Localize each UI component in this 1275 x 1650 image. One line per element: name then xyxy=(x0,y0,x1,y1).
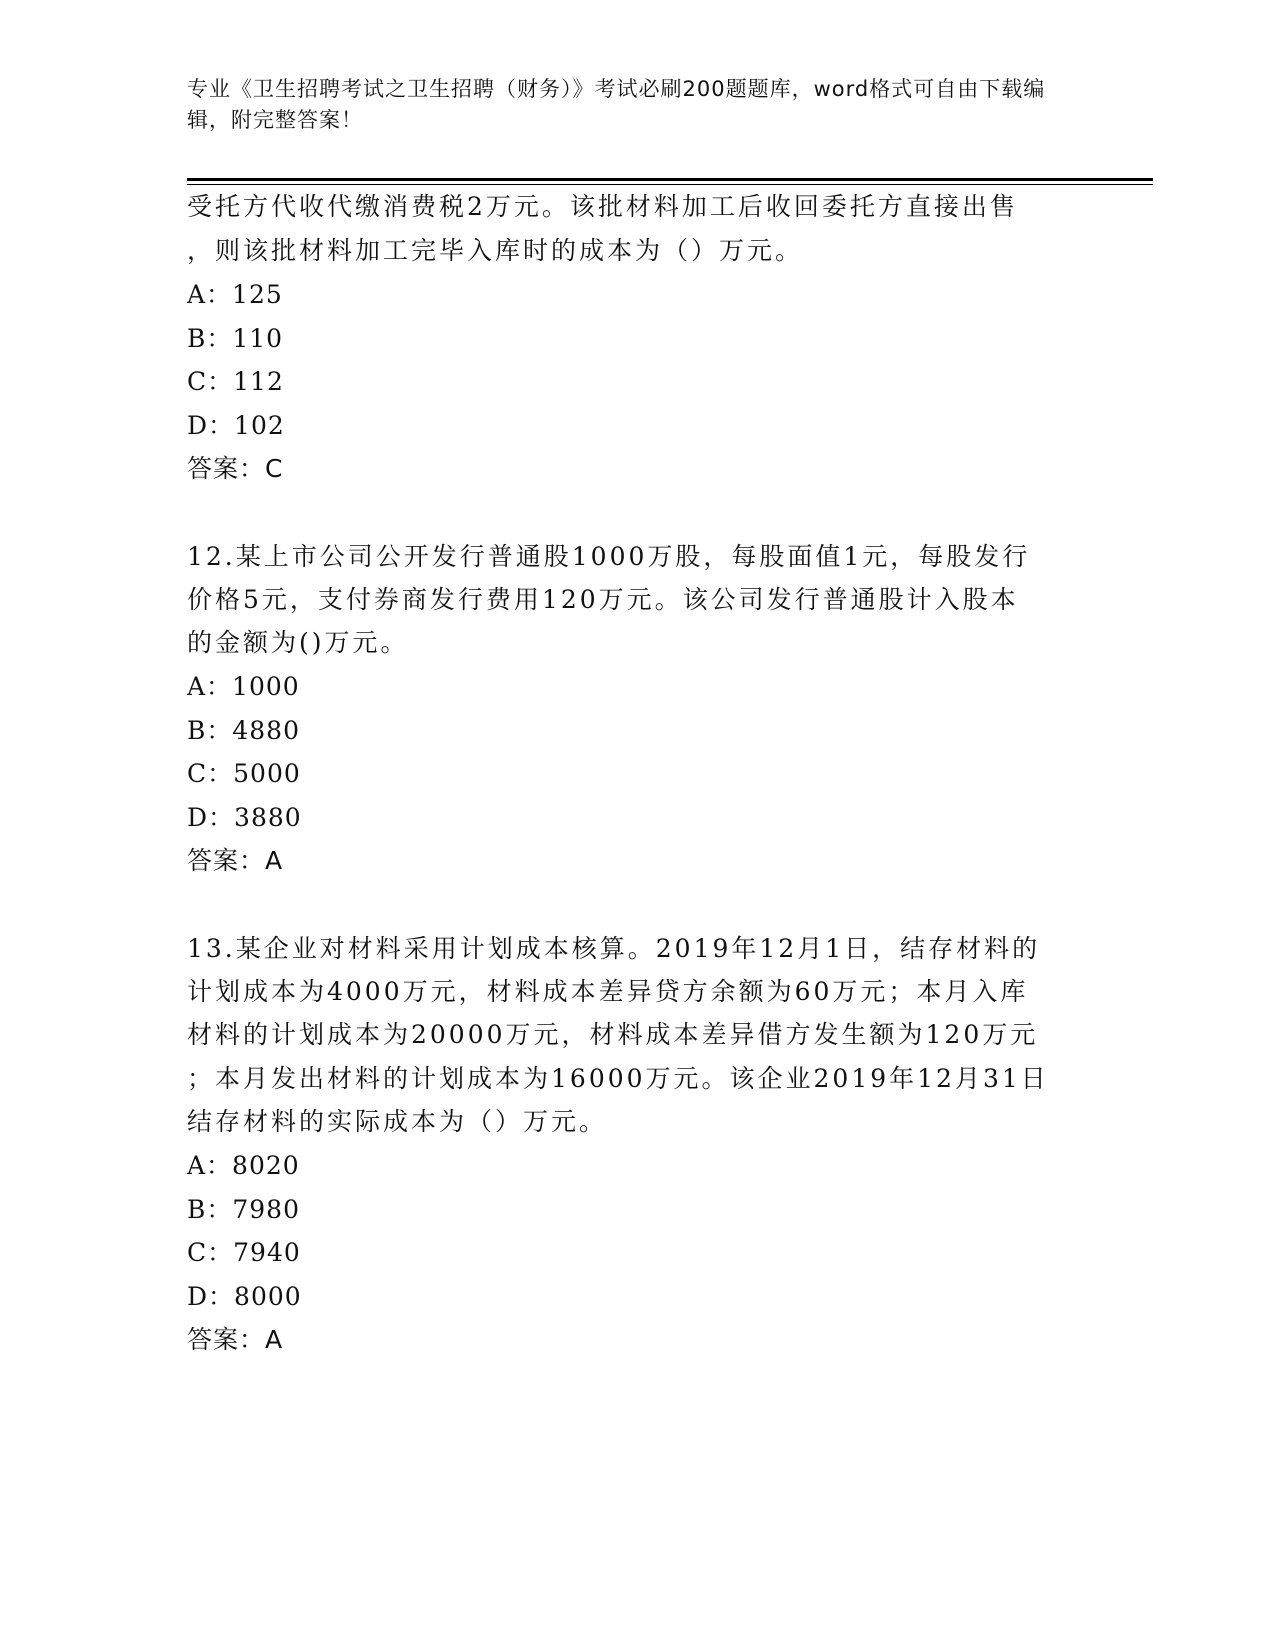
question-11-option-b: B：110 xyxy=(187,324,284,353)
question-13-option-c: C：7940 xyxy=(187,1238,301,1267)
question-13-line-4: ；本月发出材料的计划成本为16000万元。该企业2019年12月31日 xyxy=(187,1064,1049,1093)
question-12-option-b: B：4880 xyxy=(187,716,300,745)
question-13-option-a: A：8020 xyxy=(187,1151,300,1180)
question-11-option-a: A：125 xyxy=(187,280,283,309)
question-12-answer: 答案：A xyxy=(187,846,284,875)
question-11-line-2: ，则该批材料加工完毕入库时的成本为（）万元。 xyxy=(187,236,804,265)
question-11-answer: 答案：C xyxy=(187,454,284,483)
document-header: 专业《卫生招聘考试之卫生招聘（财务）》考试必刷200题题库，word格式可自由下载编辑，附完整答案！ xyxy=(187,77,1046,132)
question-11-option-d: D：102 xyxy=(187,411,285,440)
question-11-line-1: 受托方代收代缴消费税2万元。该批材料加工后收回委托方直接出售 xyxy=(187,192,1018,221)
header-rule-thin xyxy=(187,184,1153,185)
question-13-option-d: D：8000 xyxy=(187,1282,302,1311)
question-13-line-2: 计划成本为4000万元，材料成本差异贷方余额为60万元；本月入库 xyxy=(187,977,1029,1006)
question-13-line-1: 13.某企业对材料采用计划成本核算。2019年12月1日，结存材料的 xyxy=(187,934,1041,963)
question-12-line-3: 的金额为()万元。 xyxy=(187,628,409,657)
question-12-option-d: D：3880 xyxy=(187,803,302,832)
question-12-line-2: 价格5元，支付券商发行费用120万元。该公司发行普通股计入股本 xyxy=(187,585,1019,614)
question-13-option-b: B：7980 xyxy=(187,1195,300,1224)
question-11-option-c: C：112 xyxy=(187,367,284,396)
question-12-line-1: 12.某上市公司公开发行普通股1000万股，每股面值1元，每股发行 xyxy=(187,542,1031,571)
question-13-answer: 答案：A xyxy=(187,1325,284,1354)
question-13-line-3: 材料的计划成本为20000万元，材料成本差异借方发生额为120万元 xyxy=(187,1020,1039,1049)
header-rule-thick xyxy=(187,178,1153,181)
question-13-line-5: 结存材料的实际成本为（）万元。 xyxy=(187,1107,608,1136)
question-12-option-c: C：5000 xyxy=(187,759,301,788)
question-12-option-a: A：1000 xyxy=(187,672,300,701)
